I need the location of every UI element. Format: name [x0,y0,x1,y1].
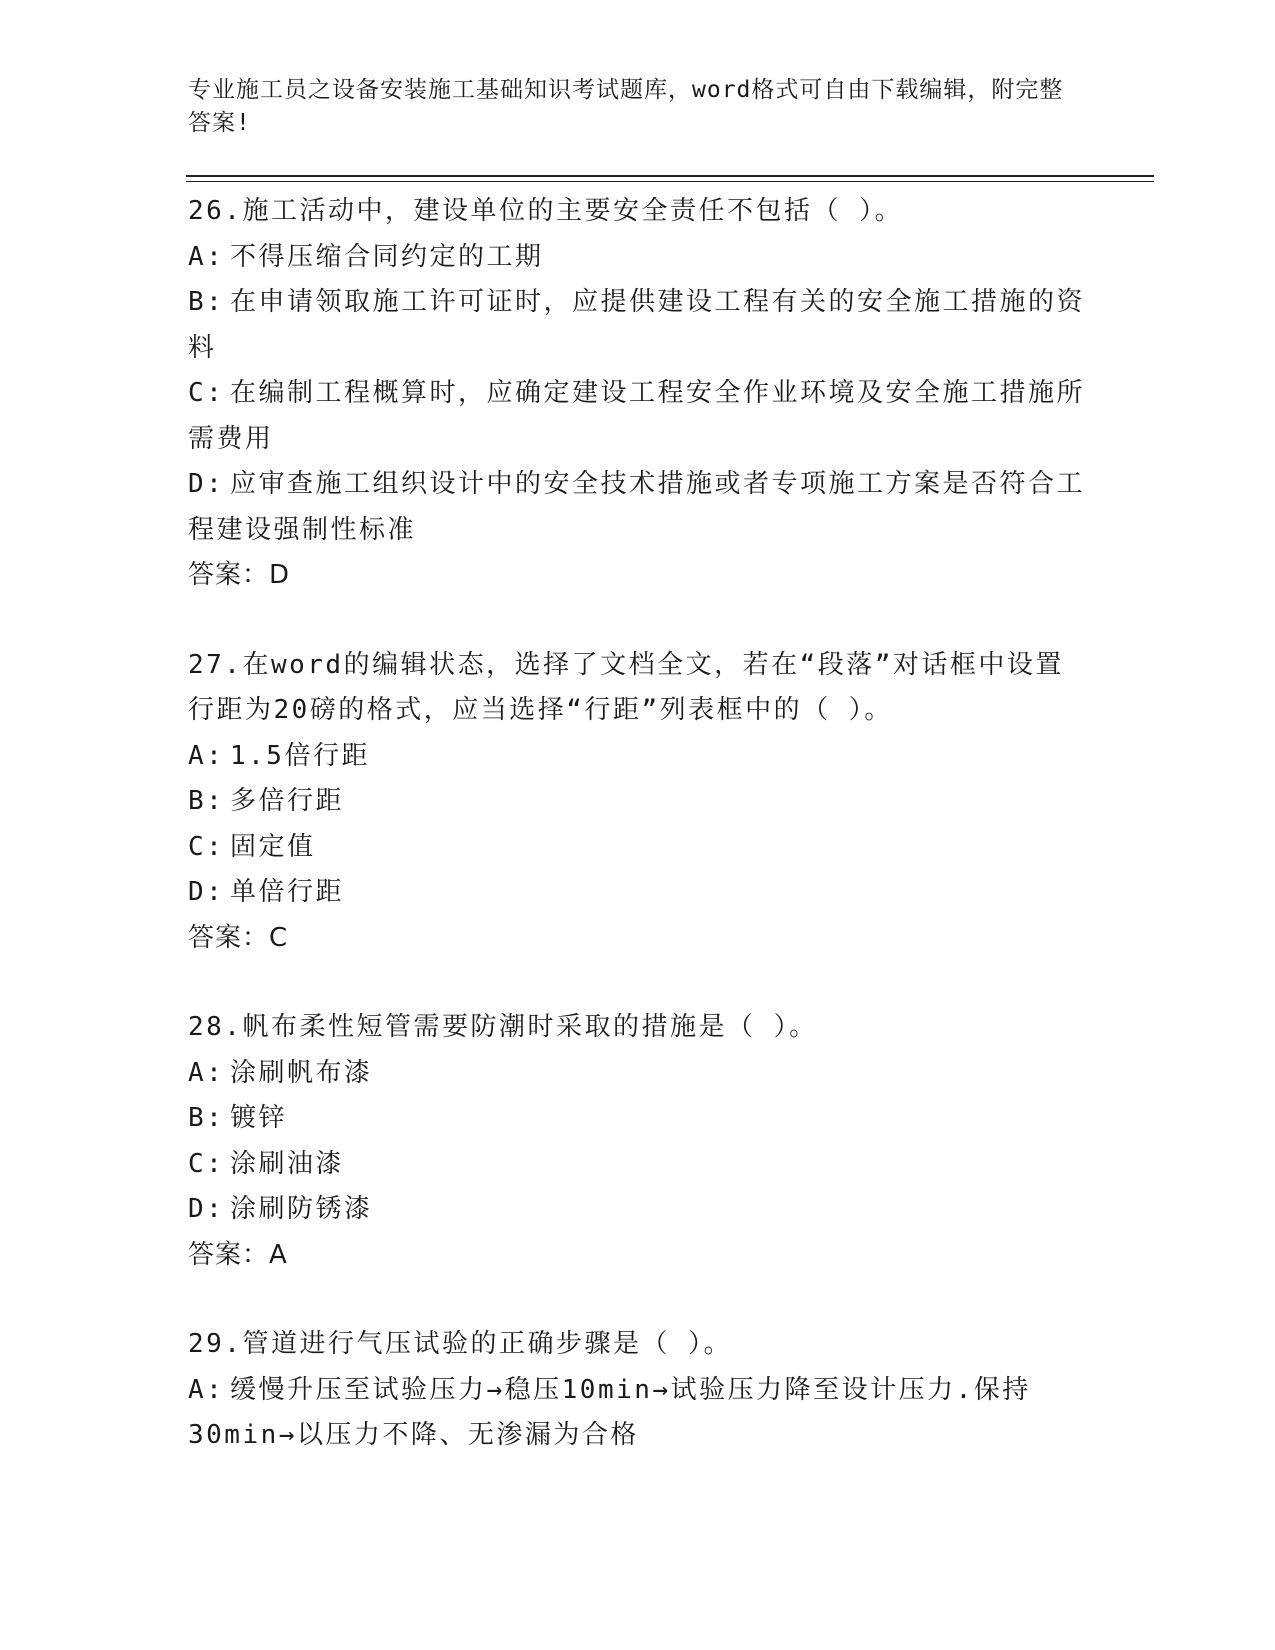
option-text: 固定值 [230,831,316,862]
question-stem: 29.管道进行气压试验的正确步骤是（ ）。 [188,1329,733,1359]
option-letter: D: [188,877,225,907]
question-stem: 28.帆布柔性短管需要防潮时采取的措施是（ ）。 [188,1012,818,1042]
option-c [188,371,1088,462]
answer-line: 答案：C [188,922,289,953]
option-text: 涂刷帆布漆 [230,1057,373,1088]
question-29 [188,1322,1088,1459]
option-a [188,235,1088,281]
option-c [188,1142,1088,1188]
question-26 [188,189,1088,599]
option-letter: B: [188,1103,225,1133]
option-text: 1.5倍行距 [230,740,370,771]
question-stem: 27.在word的编辑状态，选择了文档全文，若在“段落”对话框中设置行距为20磅的格式，应当选择“行距”列表框中的（ ）。 [188,649,1064,725]
option-text: 应审查施工组织设计中的安全技术措施或者专项施工方案是否符合工程建设强制性标准 [188,469,1086,545]
question-list [188,189,1088,1503]
option-letter: C: [188,831,225,862]
option-text: 多倍行距 [230,786,345,816]
option-letter: A: [188,1057,225,1088]
option-letter: D: [188,1194,225,1224]
option-d [188,462,1088,553]
option-text: 在申请领取施工许可证时，应提供建设工程有关的安全施工措施的资料 [188,287,1086,363]
option-d [188,870,1088,916]
option-letter: A: [188,241,225,272]
option-letter: D: [188,469,225,499]
option-text: 缓慢升压至试验压力→稳压10min→试验压力降至设计压力.保持30min→以压力不降、无渗漏为合格 [188,1374,1031,1450]
option-text: 涂刷防锈漆 [230,1194,373,1224]
question-27 [188,643,1088,962]
option-text: 不得压缩合同约定的工期 [230,241,544,272]
document-header: 专业施工员之设备安装施工基础知识考试题库，word格式可自由下载编辑，附完整答案! [188,77,1064,136]
header-divider-thin [186,181,1154,182]
option-letter: A: [188,1374,225,1405]
header-divider-thick [186,175,1154,177]
option-letter: B: [188,287,225,317]
option-a [188,734,1088,780]
option-letter: C: [188,378,225,408]
option-text: 涂刷油漆 [230,1148,345,1179]
option-c [188,825,1088,871]
option-text: 单倍行距 [230,877,345,907]
option-text: 在编制工程概算时，应确定建设工程安全作业环境及安全施工措施所需费用 [188,378,1086,454]
option-letter: C: [188,1148,225,1179]
question-28 [188,1005,1088,1278]
answer-line: 答案：A [188,1239,288,1270]
question-stem: 26.施工活动中，建设单位的主要安全责任不包括（ ）。 [188,196,904,226]
option-b [188,1096,1088,1142]
option-letter: B: [188,786,225,816]
option-b [188,779,1088,825]
answer-line: 答案：D [188,560,291,590]
option-d [188,1187,1088,1233]
option-text: 镀锌 [230,1103,288,1133]
option-letter: A: [188,740,225,771]
option-b [188,280,1088,371]
option-a [188,1051,1088,1097]
option-a [188,1368,1088,1459]
